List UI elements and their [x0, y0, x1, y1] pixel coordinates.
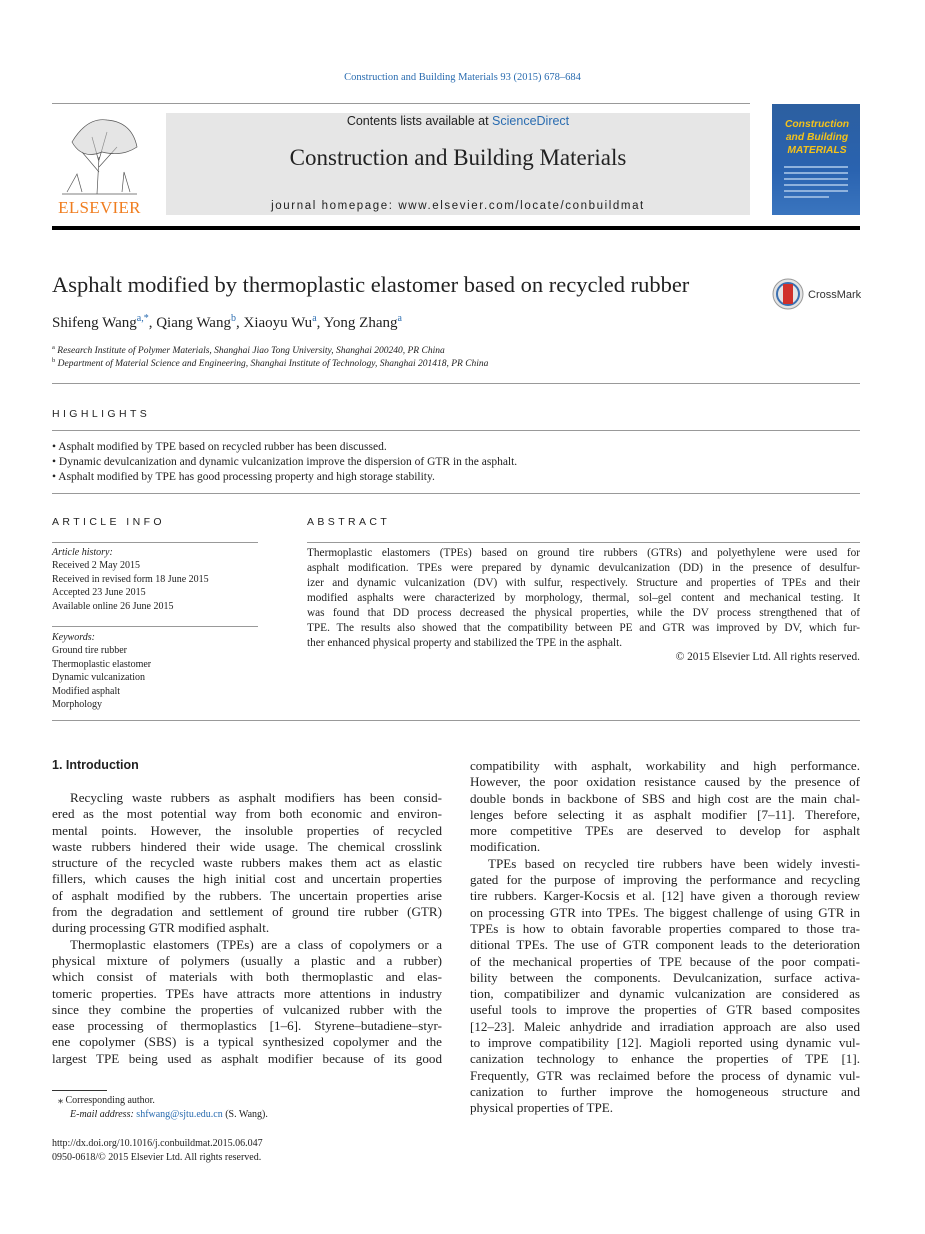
author-list: Shifeng Wang$^{a,*}$, Qiang Wang$^b$, Xiaoyu Wu$^a$, Yong Zhang$^a$ — [52, 313, 402, 331]
history-entry: Received 2 May 2015 — [52, 560, 141, 572]
body-line: more competitive TPEs are deserved to develop for asphalt — [470, 823, 860, 839]
history-entry: Available online 26 June 2015 — [52, 600, 174, 612]
elsevier-tree-logo — [52, 112, 147, 197]
highlight-text: Asphalt modified by TPE based on recycled rubber has been discussed. — [58, 441, 387, 453]
body-line: tion, compatibilizer and dynamic vulcanization are considered as — [470, 986, 860, 1002]
divider — [52, 383, 860, 384]
keyword: Ground tire rubber — [52, 645, 127, 657]
body-line: Recycling waste rubbers as asphalt modifiers has been consid- — [70, 790, 442, 805]
abstract-line: asphalt modification. TPEs were prepared by dynamic devulcanization (DD) in the presence of desulfur- — [307, 562, 860, 574]
article-title: Asphalt modified by thermoplastic elastomer based on recycled rubber — [52, 272, 690, 297]
affiliation — [52, 344, 445, 356]
cover-decoration — [784, 166, 848, 202]
author-name[interactable]: Qiang Wang — [156, 315, 231, 331]
history-entry: Received in revised form 18 June 2015 — [52, 573, 209, 585]
body-line: during processing GTR modified asphalt. — [52, 920, 270, 936]
body-line: TPEs is how to obtain favorable properties compared to those tra- — [470, 920, 860, 936]
abstract-line: ther enhanced physical property and stabilized the TPE in the asphalt. — [307, 637, 623, 649]
section-heading-introduction: 1. Introduction — [52, 758, 139, 772]
body-line: useful tools to improve the properties of GTR based composites — [470, 1002, 860, 1018]
body-column-left — [52, 790, 442, 1067]
body-line: double bonds in backbone of SBS and high cost are the main chal- — [470, 790, 860, 806]
affiliation-marker: b — [52, 357, 56, 364]
author-name[interactable]: Yong Zhang — [323, 315, 398, 331]
author-affiliation-marker[interactable]: a — [312, 313, 317, 324]
body-line: However, the poor oxidation resistance caused by the presence of — [470, 774, 860, 790]
divider — [52, 720, 860, 721]
header-thick-rule — [52, 226, 860, 230]
abstract-line: was found that DD process decreased the physical properties, while the DV process strengthened that of — [307, 607, 860, 619]
elsevier-wordmark[interactable]: ELSEVIER — [58, 198, 141, 217]
keywords-label: Keywords: — [52, 632, 95, 643]
email-note — [70, 1108, 268, 1122]
author-name[interactable]: Xiaoyu Wu — [243, 315, 313, 331]
body-line: modification. — [470, 839, 541, 855]
crossmark-icon[interactable] — [772, 278, 804, 310]
journal-homepage[interactable]: journal homepage: www.elsevier.com/locate/conbuildmat — [271, 200, 645, 212]
body-line: from the degradation and settlement of ground tire rubber (GTR) — [52, 904, 442, 920]
doi-link[interactable]: http://dx.doi.org/10.1016/j.conbuildmat.2015.06.047 — [52, 1138, 263, 1149]
highlight-text: Asphalt modified by TPE has good processing property and high storage stability. — [58, 471, 435, 483]
affiliation-text: Department of Material Science and Engineering, Shanghai Institute of Technology, Shanghai 201418, PR China — [57, 359, 489, 370]
article-info-heading: ARTICLE INFO — [52, 516, 165, 528]
cover-title-line: Construction — [784, 119, 850, 130]
footnote-rule — [52, 1090, 107, 1091]
body-line: waste rubbers hindered their wide usage. The chemical crosslink — [52, 838, 442, 854]
crossmark-label[interactable]: CrossMark — [808, 289, 862, 301]
abstract-text — [307, 546, 860, 651]
body-line: mental points. However, the insoluble properties of recycled — [52, 822, 442, 838]
keyword: Dynamic vulcanization — [52, 672, 146, 684]
body-line: bility between the components. Devulcanization, surface activa- — [470, 969, 860, 985]
body-line: of asphalt modified by the rubbers. The uncertain properties arise — [52, 887, 442, 903]
body-line: canization to further improve the homogeneous structure and — [470, 1083, 860, 1099]
cover-title-line: and Building — [785, 132, 849, 143]
body-column-right — [470, 758, 860, 1117]
highlight-item: • Asphalt modified by TPE based on recycled rubber has been discussed. — [52, 441, 387, 453]
journal-cover-thumbnail[interactable] — [772, 104, 860, 215]
keyword: Thermoplastic elastomer — [52, 658, 152, 670]
body-line: canization technology to enhance the properties of TPE [1]. — [470, 1051, 860, 1067]
body-line: physical mixture of polymers (usually a plastic and a rubber) — [52, 952, 442, 968]
body-line: gated for the purpose of improving the performance and recycling — [470, 872, 860, 888]
body-line: TPEs based on recycled tire rubbers have been widely investi- — [488, 855, 860, 871]
body-line: [12–23]. Maleic anhydride and irradiation approach are also used — [470, 1018, 860, 1034]
article-history — [52, 546, 258, 613]
body-line: compatibility with asphalt, workability and high performance. — [470, 758, 860, 773]
body-line: Frequently, GTR was reclaimed before the process of dynamic vul- — [470, 1067, 860, 1083]
journal-reference[interactable]: Construction and Building Materials 93 (2015) 678–684 — [344, 72, 581, 83]
issn-line: 0950-0618/© 2015 Elsevier Ltd. All rights reserved. — [52, 1152, 262, 1163]
highlights-heading: HIGHLIGHTS — [52, 408, 151, 420]
affiliation — [52, 357, 488, 369]
email-label: E-mail address: — [70, 1109, 137, 1120]
abstract-line: modified asphalts were characterized by morphology, thermal, sol–gel content and mechanical testing. It — [307, 592, 860, 604]
body-line: ditional TPEs. The use of GTR component leads to the deterioration — [470, 937, 860, 953]
body-line: structure of the recycled waste rubbers makes them act as elastic — [52, 855, 442, 871]
affiliation-marker: a — [52, 344, 55, 351]
divider — [52, 626, 258, 627]
highlight-item: • Asphalt modified by TPE has good processing property and high storage stability. — [52, 471, 435, 483]
divider — [52, 542, 258, 543]
body-line: Thermoplastic elastomers (TPEs) are a class of copolymers or a — [70, 936, 442, 952]
email-suffix: (S. Wang). — [222, 1109, 268, 1120]
body-line: lenges before selecting it as asphalt modifier [7–11]. Therefore, — [470, 806, 860, 822]
body-line: ene copolymer (SBS) is a typical synthesized copolymer and the — [52, 1034, 442, 1050]
abstract-copyright: © 2015 Elsevier Ltd. All rights reserved. — [675, 651, 860, 663]
abstract-heading: ABSTRACT — [307, 516, 391, 528]
sciencedirect-link[interactable]: ScienceDirect — [492, 114, 570, 128]
body-line: ered as the most potential way from both economic and environ- — [52, 806, 442, 822]
body-line: tomeric properties. TPEs have attracts more attentions in industry — [52, 985, 442, 1001]
abstract-line: izer and dynamic vulcanization (DV) with sulfur, respectively. Structure and properties of TPEs and their — [307, 577, 860, 589]
abstract-line: Thermoplastic elastomers (TPEs) based on ground tire rubbers (GTRs) and polyethylene were used for — [307, 547, 860, 559]
body-line: on processing GTR into TPEs. The biggest challenge of using GTR in — [470, 904, 860, 920]
author-affiliation-marker[interactable]: b — [230, 313, 236, 324]
highlight-item: • Dynamic devulcanization and dynamic vulcanization improve the dispersion of GTR in the asphalt. — [52, 456, 518, 468]
journal-name: Construction and Building Materials — [289, 145, 627, 170]
author-affiliation-marker[interactable]: a — [397, 313, 402, 324]
keyword: Morphology — [52, 699, 102, 711]
body-line: fillers, which causes the high initial cost and uncertain properties — [52, 871, 442, 887]
cover-title — [776, 118, 858, 157]
highlight-text: Dynamic devulcanization and dynamic vulcanization improve the dispersion of GTR in the asphalt. — [58, 456, 518, 468]
cover-title-line: MATERIALS — [787, 145, 847, 156]
body-line: which consist of materials with both thermoplastic and elas- — [52, 969, 442, 985]
body-line: tire rubbers. Karger-Kocsis et al. [12] have given a thorough review — [470, 888, 860, 904]
contents-prefix: Contents lists available at — [346, 114, 493, 128]
keywords-block — [52, 631, 258, 711]
body-line: of the mechanical properties of TPE because of the poor compati- — [470, 953, 860, 969]
affiliation-text: Research Institute of Polymer Materials, Shanghai Jiao Tong University, Shanghai 200240, PR China — [57, 346, 445, 357]
body-line: largest TPE being used as asphalt modifier because of its good — [52, 1050, 442, 1066]
divider — [52, 493, 860, 494]
keyword: Modified asphalt — [52, 685, 121, 697]
history-entry: Accepted 23 June 2015 — [52, 587, 146, 599]
divider — [52, 430, 860, 431]
abstract-line: TPE. The results also showed that the compatibility between PE and GTR was improved by DV, which fur- — [307, 622, 860, 634]
author-name[interactable]: Shifeng Wang — [52, 315, 137, 331]
email-link[interactable]: shfwang@sjtu.edu.cn — [136, 1109, 223, 1120]
history-label: Article history: — [52, 547, 113, 558]
corresponding-author-note: ⁎ Corresponding author. — [58, 1095, 155, 1106]
author-affiliation-marker[interactable]: a,* — [136, 313, 149, 324]
body-line: to improve compatibility [12]. Magioli reported using dynamic vul- — [470, 1035, 860, 1051]
body-line: ease processing of thermoplastics [1–6]. Styrene–butadiene–styr- — [52, 1018, 442, 1034]
body-line: since they combine the properties of vulcanized rubber with the — [52, 1001, 442, 1017]
divider — [307, 542, 860, 543]
contents-line — [166, 114, 750, 128]
header-rule — [52, 103, 750, 104]
body-line: physical properties of TPE. — [470, 1100, 614, 1116]
